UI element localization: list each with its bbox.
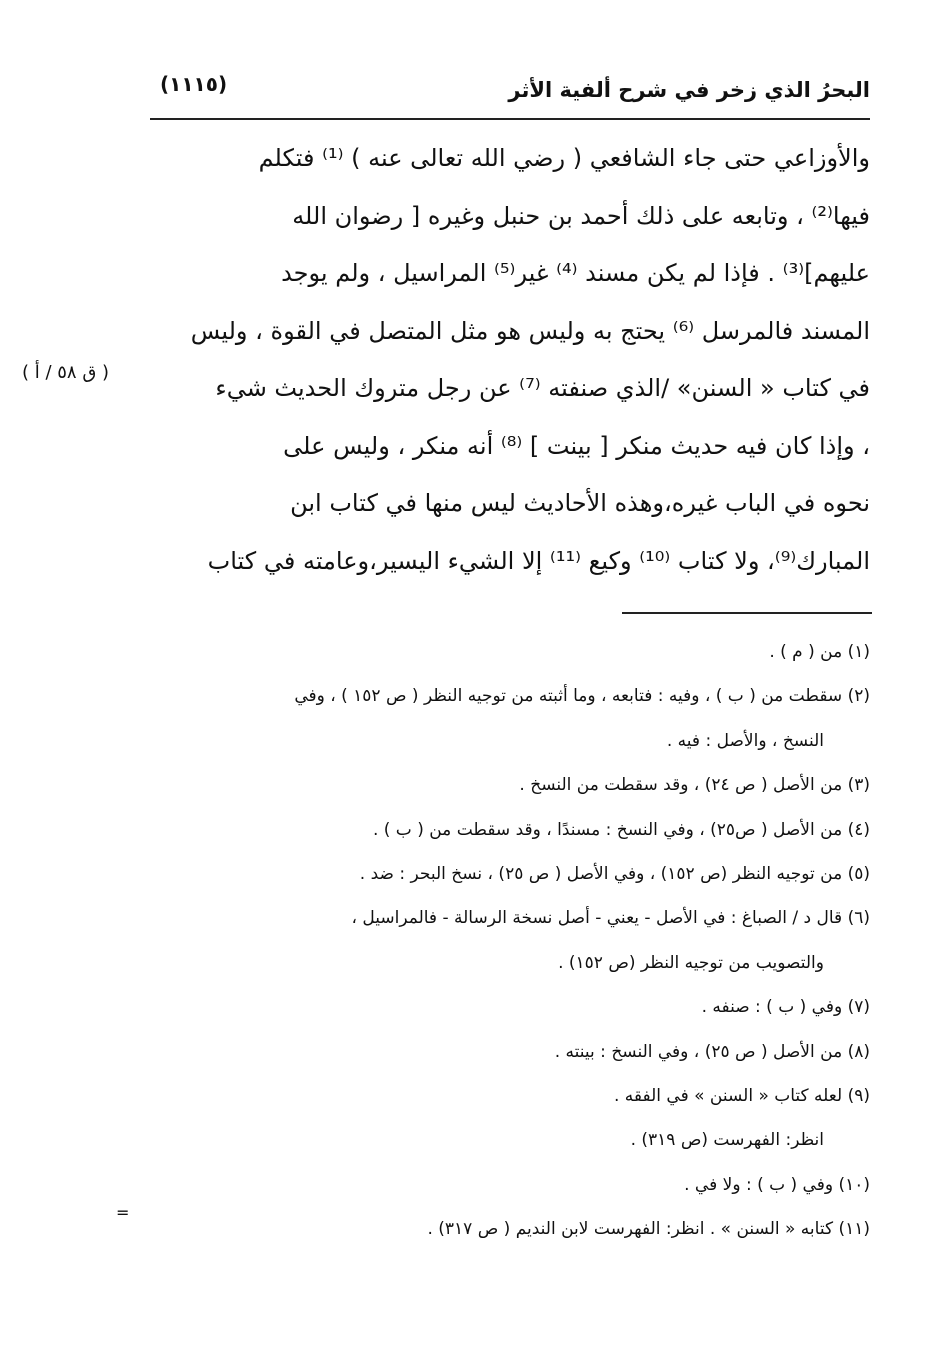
body-line: عليهم]⁽³⁾ . فإذا لم يكن مسند ⁽⁴⁾ غير⁽⁵⁾ المراسيل ، ولم يوجد (281, 259, 870, 287)
footnote-line: (٢) سقطت من ( ب ) ، وفيه : فتابعه ، وما أثبته من توجيه النظر ( ص ١٥٢ ) ، وفي (294, 686, 870, 707)
footnote-line: (١١) كتابه « السنن » . انظر: الفهرست لابن النديم ( ص ٣١٧) . (427, 1219, 870, 1240)
footnote-line: انظر: الفهرست (ص ٣١٩) . (630, 1130, 824, 1151)
page-number: (١١١٥) (160, 72, 228, 96)
header-rule (150, 118, 870, 120)
manuscript-folio-note: ( ق ٥٨ / أ ) (22, 362, 110, 383)
footnote-line: (١) من ( م ) . (769, 642, 870, 662)
footnote-line: (٥) من توجيه النظر (ص ١٥٢) ، وفي الأصل ( ص ٢٥) ، نسخ البحر : ضد . (359, 863, 870, 884)
body-line: والأوزاعي حتى جاء الشافعي ( رضي الله تعالى عنه ) ⁽¹⁾ فتكلم (258, 144, 870, 172)
footnote-line: (٤) من الأصل ( ص٢٥) ، وفي النسخ : مسندًا ، وقد سقطت من ( ب ) . (372, 819, 870, 840)
footnote-line: (٣) من الأصل ( ص ٢٤) ، وقد سقطت من النسخ . (519, 775, 870, 796)
body-line: فيها⁽²⁾ ، وتابعه على ذلك أحمد بن حنبل وغيره [ رضوان الله (292, 201, 870, 230)
main-text (150, 130, 870, 590)
body-line: المسند فالمرسل ⁽⁶⁾ يحتج به وليس هو مثل المتصل في القوة ، وليس (190, 316, 870, 345)
stray-mark: = (116, 1203, 130, 1222)
footnote-line: (٩) لعله كتاب « السنن » في الفقه . (613, 1085, 870, 1106)
footnotes (150, 630, 870, 1251)
footnote-line: (٦) قال د / الصباغ : في الأصل - يعني - أصل نسخة الرسالة - فالمراسيل ، (351, 908, 870, 929)
footnote-line: النسخ ، والأصل : فيه . (666, 730, 824, 751)
footnote-separator (622, 612, 872, 614)
footnote-line: (١٠) وفي ( ب ) : ولا في . (684, 1174, 870, 1195)
book-title: البحرُ الذي زخر في شرح ألفية الأثر (508, 78, 870, 102)
running-header (150, 58, 870, 120)
body-line: نحوه في الباب غيره،وهذه الأحاديث ليس منها في كتاب ابن (290, 489, 870, 517)
body-line: في كتاب « السنن» /الذي صنفته ⁽⁷⁾ عن رجل متروك الحديث شيء (215, 374, 870, 402)
footnote-line: والتصويب من توجيه النظر (ص ١٥٢) . (558, 952, 824, 973)
footnote-line: (٨) من الأصل ( ص ٢٥) ، وفي النسخ : بينته . (554, 1041, 870, 1062)
body-line: ، وإذا كان فيه حديث منكر [ بينت ] ⁽⁸⁾ أنه منكر ، وليس على (283, 431, 870, 460)
footnote-line: (٧) وفي ( ب ) : صنفه . (701, 997, 870, 1018)
body-line: المبارك⁽⁹⁾، ولا كتاب ⁽¹⁰⁾ وكيع ⁽¹¹⁾ إلا الشيء اليسير،وعامته في كتاب (207, 546, 870, 575)
